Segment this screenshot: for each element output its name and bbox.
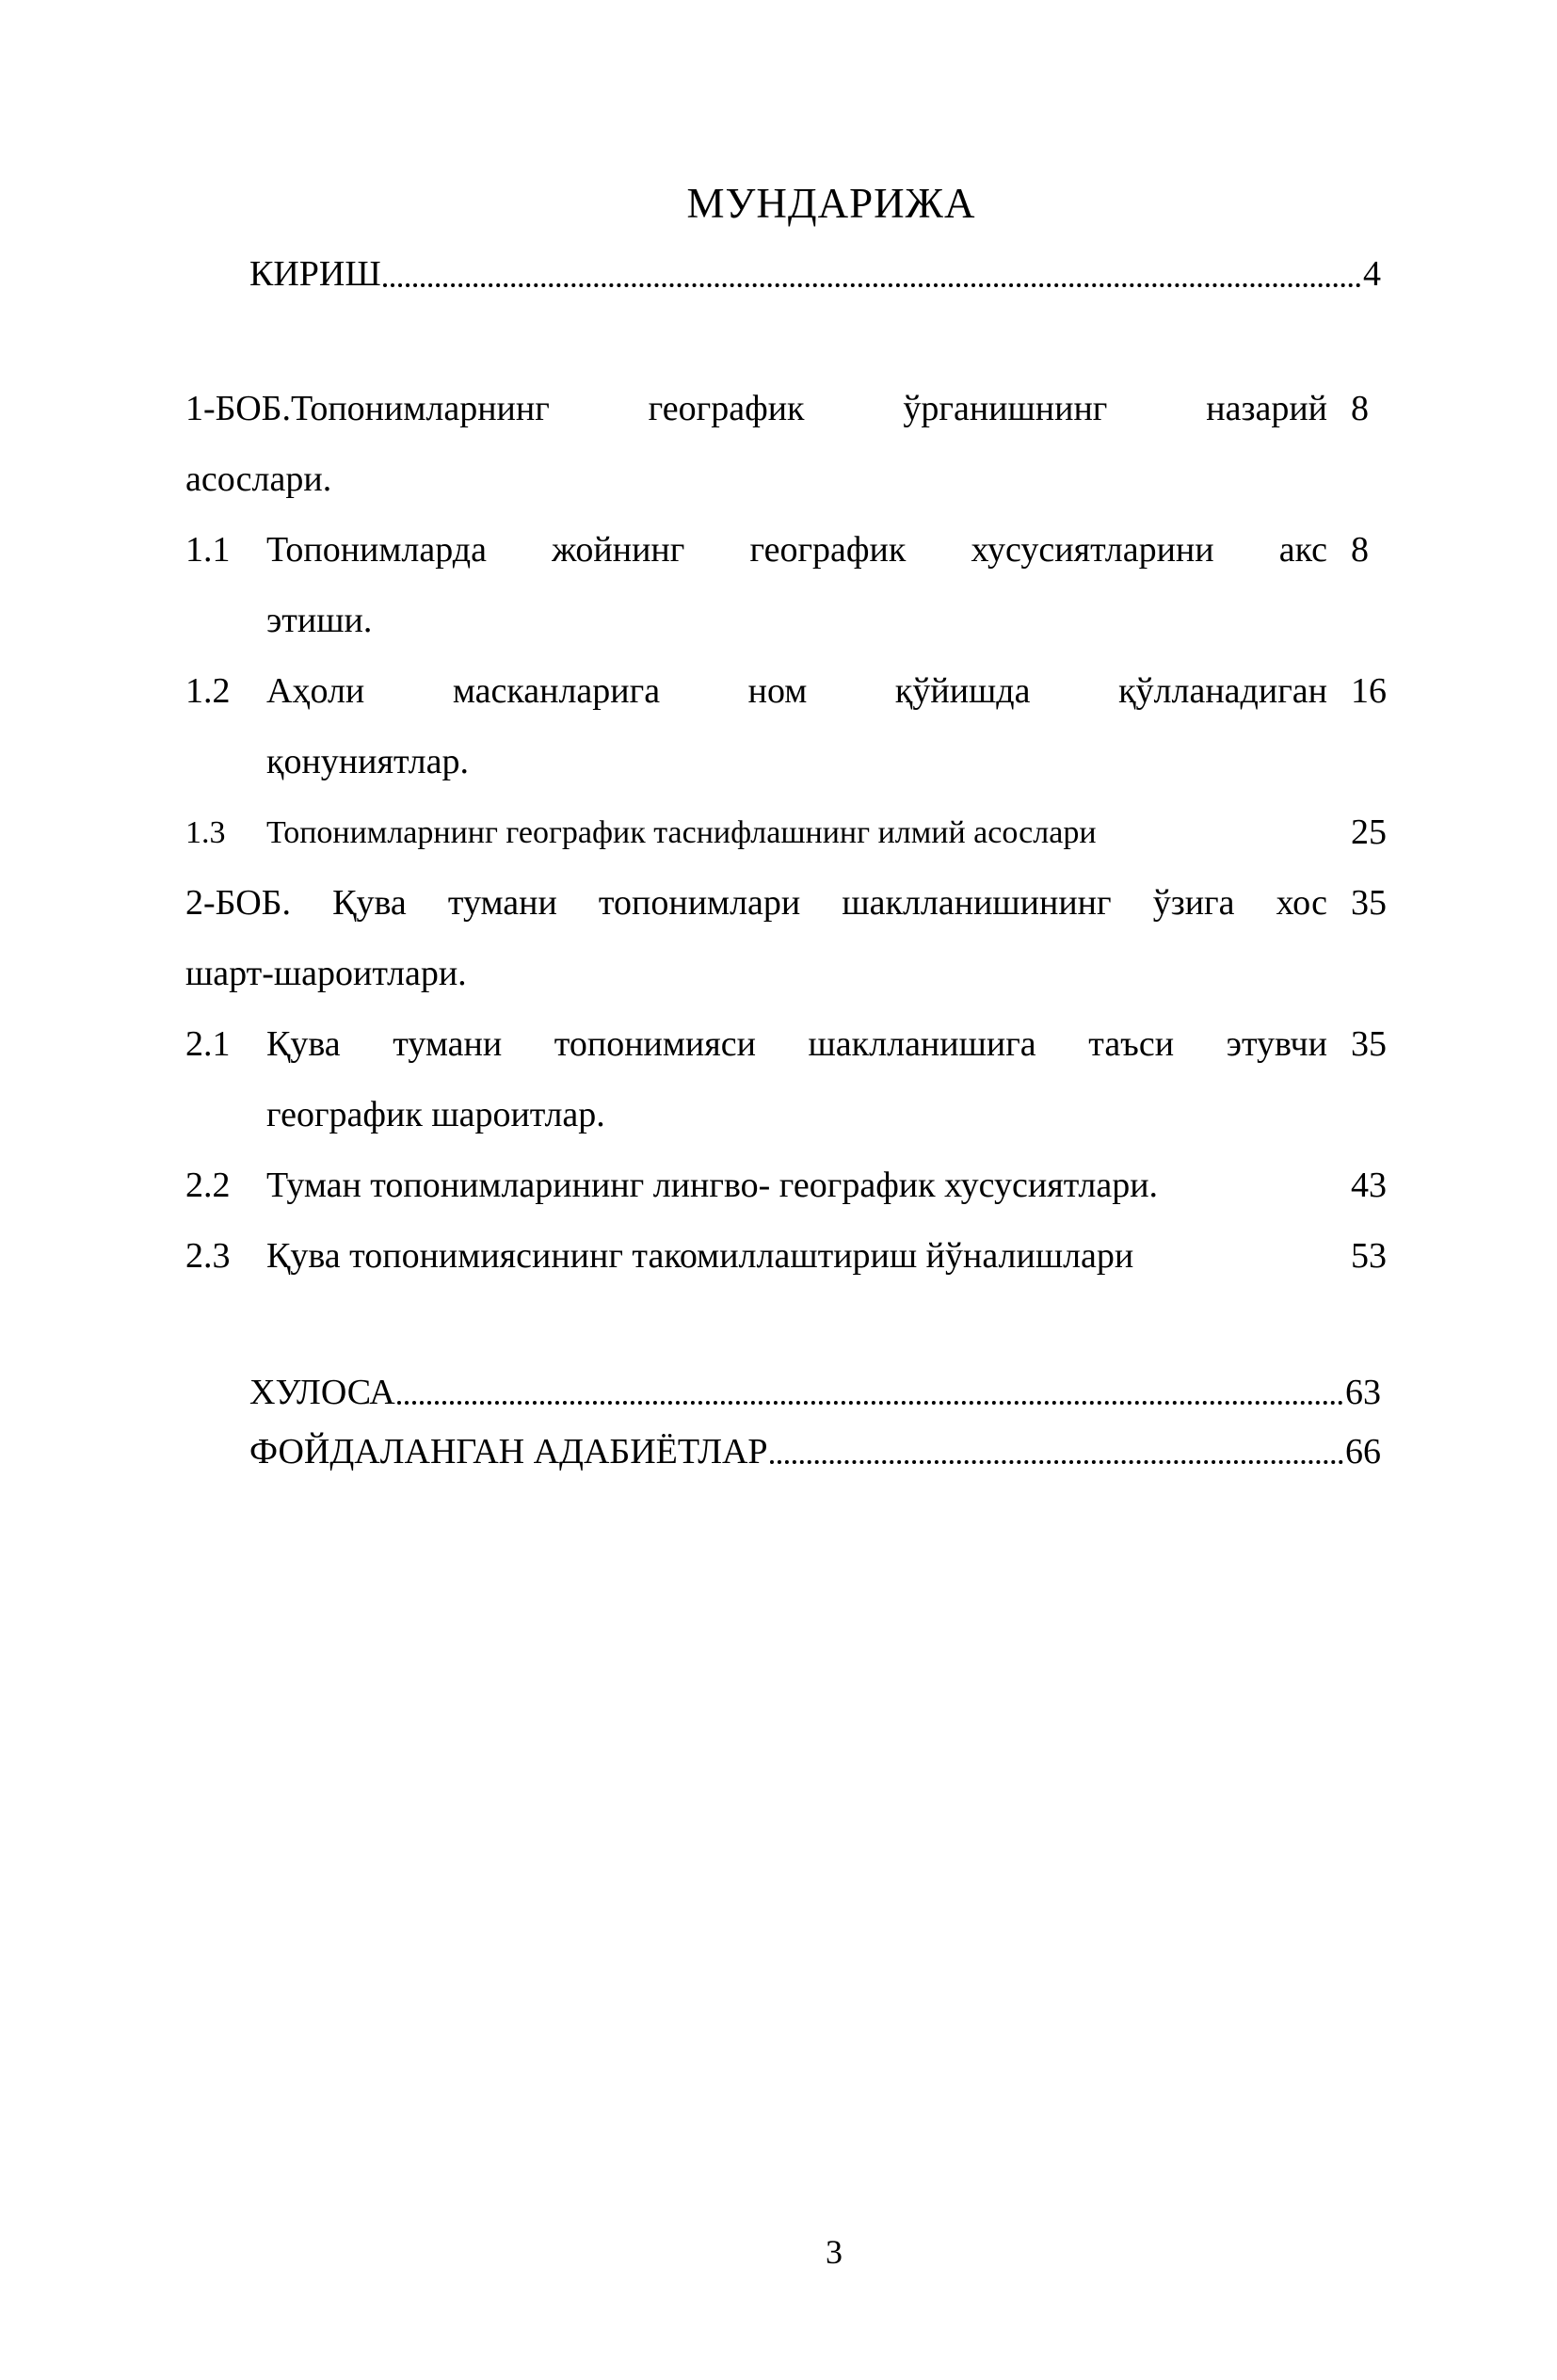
toc-entry-xulosa xyxy=(249,1363,1409,1423)
toc-entry-page-number: 25 xyxy=(1351,812,1387,852)
toc-entry-page-number: 8 xyxy=(1351,530,1369,570)
toc-entry-page-number: 53 xyxy=(1351,1236,1387,1276)
toc-entry-page-number: 4 xyxy=(1363,254,1381,294)
toc-entry-number: 2.3 xyxy=(185,1236,231,1276)
page-title: МУНДАРИЖА xyxy=(686,180,976,227)
toc-entry-2-2 xyxy=(185,1150,1409,1221)
toc-entry-kirish xyxy=(249,239,1409,310)
toc-entry-label: ХУЛОСА xyxy=(249,1373,395,1412)
toc-entry-title: Қува топонимиясининг такомиллаштириш йўналишлари xyxy=(266,1236,1134,1276)
toc-entry-label: ФОЙДАЛАНГАН АДАБИЁТЛАР xyxy=(249,1432,768,1471)
toc-entry-title: 2-БОБ. Қува тумани топонимлари шаклланишининг ўзига хос шарт-шароитлари. xyxy=(185,883,1327,993)
footer-page-number: 3 xyxy=(826,2233,843,2271)
toc-entry-number: 1.2 xyxy=(185,671,231,711)
toc-entry-chapter-1 xyxy=(185,374,1409,515)
dot-leader xyxy=(383,283,1361,287)
toc-entry-page-number: 63 xyxy=(1345,1373,1381,1412)
toc-entry-title: Топонимларнинг географик таснифлашнинг илмий асослари xyxy=(266,815,1097,850)
toc-entry-2-3 xyxy=(185,1221,1409,1292)
toc-entry-number: 1.3 xyxy=(185,815,226,850)
toc-entry-1-1 xyxy=(185,515,1409,656)
toc-page xyxy=(0,179,1557,1482)
toc-entry-title: Аҳоли масканларига ном қўйишда қўлланадиган қонуниятлар. xyxy=(266,671,1327,781)
toc-entry-number: 2.1 xyxy=(185,1024,231,1064)
toc-entry-label: КИРИШ xyxy=(249,254,381,294)
toc-entry-number: 1.1 xyxy=(185,530,231,570)
toc-entry-2-1 xyxy=(185,1009,1409,1150)
dot-leader xyxy=(770,1460,1343,1464)
toc-entry-page-number: 8 xyxy=(1351,389,1369,428)
toc-entry-1-2 xyxy=(185,656,1409,797)
toc-entry-chapter-2 xyxy=(185,868,1409,1009)
toc-entry-title: Топонимларда жойнинг географик хусусиятларини акс этиши. xyxy=(266,530,1327,640)
toc-entry-page-number: 66 xyxy=(1345,1432,1381,1471)
toc-entry-title: Қува тумани топонимияси шаклланишига таъси этувчи географик шароитлар. xyxy=(266,1024,1327,1134)
toc-entry-page-number: 35 xyxy=(1351,883,1387,923)
toc-entry-list xyxy=(185,374,1409,1292)
toc-entry-page-number: 43 xyxy=(1351,1166,1387,1205)
toc-entry-adabiyotlar xyxy=(249,1423,1409,1482)
toc-entry-page-number: 35 xyxy=(1351,1024,1387,1064)
toc-entry-title: 1-БОБ.Топонимларнинг географик ўрганишнинг назарий асослари. xyxy=(185,389,1327,499)
dot-leader xyxy=(397,1401,1343,1405)
toc-entry-1-3 xyxy=(185,797,1409,868)
toc-outro xyxy=(185,1363,1409,1482)
toc-entry-number: 2.2 xyxy=(185,1166,231,1205)
toc-entry-title: Туман топонимларининг лингво- географик хусусиятлари. xyxy=(266,1166,1159,1205)
toc-entry-page-number: 16 xyxy=(1351,671,1387,711)
